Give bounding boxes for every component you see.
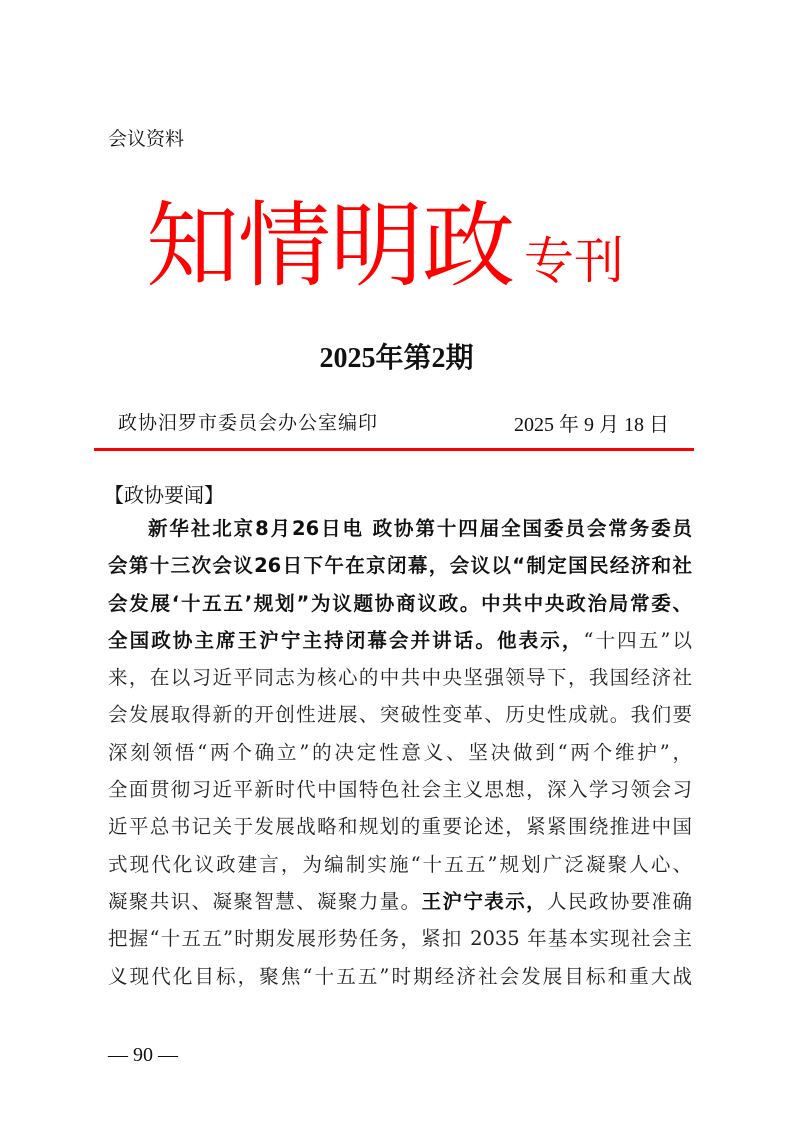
text-segment: 会发展取得新的开创性进展、突破性变革、历史性成就。我们要 (108, 703, 692, 727)
text-line (108, 846, 692, 883)
text-segment: 近平总书记关于发展战略和规划的重要论述，紧紧围绕推进中国 (108, 815, 692, 839)
text-segment: 凝聚共识、凝聚智慧、凝聚力量。 (108, 889, 422, 913)
text-segment: 把握“十五五”时期发展形势任务，紧扣 2035 年基本实现社会主 (108, 927, 692, 951)
text-line (108, 883, 692, 920)
text-line (108, 547, 692, 584)
bold-text-segment: 新华社北京8月26日电 政协第十四届全国委员会常务委员 (148, 517, 692, 540)
red-divider (94, 448, 694, 451)
text-segment: 人民政协要准确 (547, 889, 692, 913)
section-heading: 【政协要闻】 (104, 483, 224, 507)
bold-text-segment: 会第十三次会议26日下午在京闭幕，会议以“制定国民经济和社 (108, 554, 692, 578)
bold-text-segment: 会发展‘十五五’规划”为议题协商议政。中共中央政治局常委、 (108, 591, 692, 615)
issue-number: 2025年第2期 (319, 343, 474, 374)
text-line (108, 808, 692, 845)
text-segment: 全面贯彻习近平新时代中国特色社会主义思想，深入学习领会习 (108, 778, 692, 802)
document-type-label: 会议资料 (108, 128, 185, 150)
article-body (108, 510, 692, 995)
publisher: 政协汨罗市委员会办公室编印 (118, 412, 379, 434)
bold-text-segment: 王沪宁表示， (421, 889, 548, 913)
text-line (108, 510, 692, 547)
text-line (108, 659, 692, 696)
publication-date: 2025 年 9 月 18 日 (514, 414, 669, 436)
page-number: — 90 — (108, 1044, 178, 1066)
text-segment: 式现代化议政建言，为编制实施“十五五”规划广泛凝聚人心、 (108, 852, 692, 876)
bold-text-segment: 全国政协主席王沪宁主持闭幕会并讲话。他表示， (108, 628, 584, 652)
text-segment: “十四五”以 (583, 628, 692, 652)
text-line (108, 958, 692, 995)
text-line (108, 920, 692, 957)
text-segment: 义现代化目标，聚焦“十五五”时期经济社会发展目标和重大战 (108, 964, 692, 988)
text-line (108, 585, 692, 622)
text-segment: 来，在以习近平同志为核心的中共中央坚强领导下，我国经济社 (108, 666, 692, 690)
masthead-subtitle: 专刊 (524, 232, 624, 290)
text-line (108, 734, 692, 771)
text-line (108, 622, 692, 659)
text-line (108, 771, 692, 808)
text-line (108, 696, 692, 733)
text-segment: 深刻领悟“两个确立”的决定性意义、坚决做到“两个维护”， (108, 740, 692, 764)
masthead-title: 知情明政 (146, 192, 514, 300)
masthead (146, 186, 624, 306)
